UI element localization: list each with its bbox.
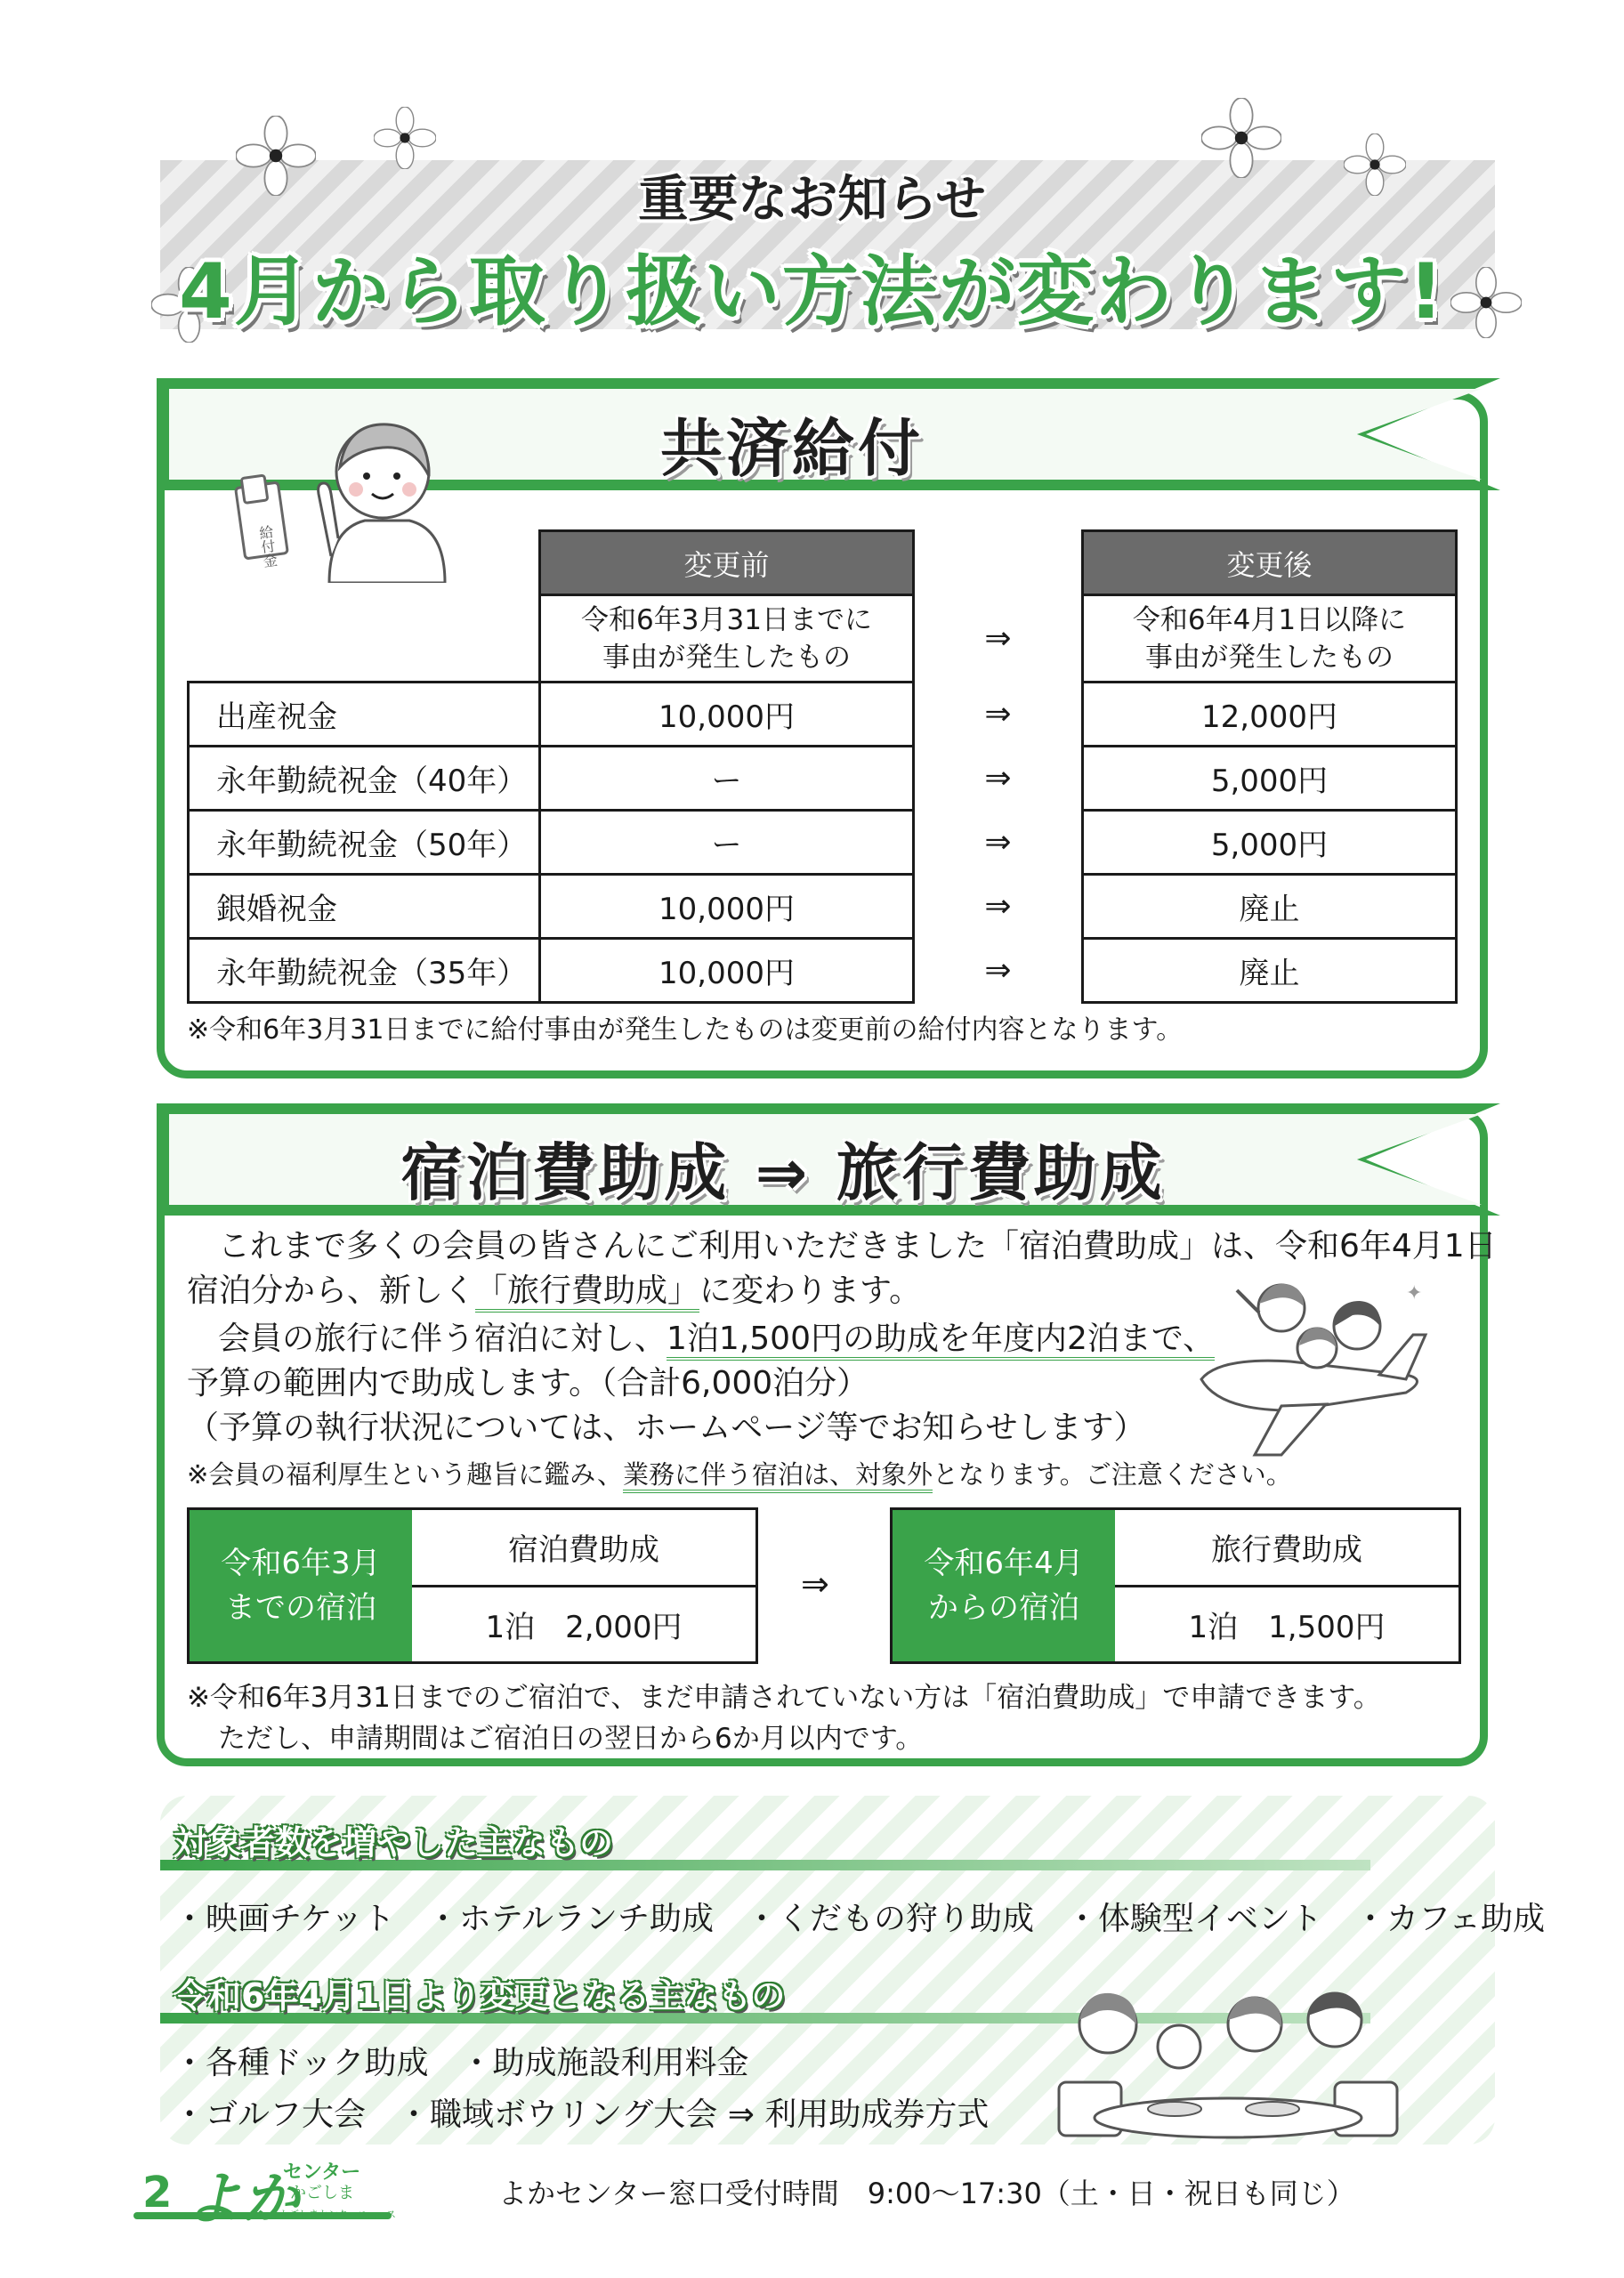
travel-paragraph-1b: 宿泊分から、新しく「旅行費助成」に変わります。 [187, 1269, 921, 1313]
table-row: 永年勤続祝金（40年） ー ⇒ 5,000円 [189, 747, 1457, 811]
travel-paragraph-2b: 予算の範囲内で助成します。（合計6,000泊分） [187, 1365, 869, 1402]
after-description: 令和6年4月1日以降に 事由が発生したもの [1083, 595, 1457, 683]
arrow: ⇒ [984, 620, 1012, 657]
header-title: 4月から取り扱い方法が変わります! [178, 247, 1446, 336]
travel-paragraph-4: ※会員の福利厚生という趣旨に鑑み、業務に伴う宿泊は、対象外となります。ご注意ください。 [187, 1452, 1292, 1497]
family-dining-icon [1050, 1975, 1406, 2140]
after-period: 令和6年4月 からの宿泊 [893, 1510, 1115, 1661]
travel-paragraph-2a: 会員の旅行に伴う宿泊に対し、1泊1,500円の助成を年度内2泊まで、 [218, 1317, 1215, 1361]
kyosai-table [187, 529, 1458, 1004]
travel-note-1: ※令和6年3月31日までのご宿泊で、まだ申請されていない方は「宿泊費助成」で申請できます。 [187, 1682, 1381, 1714]
after-comparison-box [890, 1507, 1461, 1664]
increase-items: ・映画チケット ・ホテルランチ助成 ・くだもの狩り助成 ・体験型イベント ・カフェ助成 [174, 1901, 1546, 1937]
table-row: 永年勤続祝金（50年） ー ⇒ 5,000円 [189, 811, 1457, 875]
before-header: 変更前 [540, 531, 914, 595]
kyosai-note: ※令和6年3月31日までに給付事由が発生したものは変更前の給付内容となります。 [187, 1014, 1184, 1046]
after-plan-name: 旅行費助成 [1211, 1532, 1362, 1569]
logo-tagline: かごしまセンターニュース [279, 2209, 397, 2220]
change-title: 令和6年4月1日より変更となる主なもの [174, 1976, 786, 2015]
logo-bottom-text: かごしま [290, 2184, 354, 2202]
change-line-1: ・各種ドック助成 ・助成施設利用料金 [174, 2045, 749, 2081]
before-plan-name: 宿泊費助成 [508, 1532, 659, 1569]
logo-top-text: センター [283, 2161, 361, 2184]
after-plan-value: 1泊 1,500円 [1115, 1585, 1458, 1662]
before-comparison-box [187, 1507, 758, 1664]
change-line-2: ・ゴルフ大会 ・職域ボウリング大会 ⇒ 利用助成券方式 [174, 2096, 990, 2133]
illustration-label: 給付金 [255, 523, 279, 570]
before-period: 令和6年3月 までの宿泊 [190, 1510, 412, 1661]
comparison-arrow: ⇒ [801, 1564, 829, 1603]
header-subtitle: 重要なお知らせ [638, 171, 986, 229]
travel-title: 宿泊費助成 ⇒ 旅行費助成 [400, 1136, 1166, 1209]
before-plan-value: 1泊 2,000円 [412, 1585, 755, 1662]
table-row: 出産祝金 10,000円 ⇒ 12,000円 [189, 683, 1457, 747]
logo-text: よか [185, 2167, 299, 2233]
family-airplane-icon [1184, 1264, 1433, 1459]
increase-title: 対象者数を増やした主なもの [174, 1823, 614, 1862]
travel-paragraph-3: （予算の執行状況については、ホームページ等でお知らせします） [187, 1410, 1146, 1446]
table-row: 永年勤続祝金（35年） 10,000円 ⇒ 廃止 [189, 939, 1457, 1003]
before-description: 令和6年3月31日までに 事由が発生したもの [540, 595, 914, 683]
svg-text:✦: ✦ [1406, 1282, 1423, 1305]
travel-paragraph-1a: これまで多くの会員の皆さんにご利用いただきました「宿泊費助成」は、令和6年4月1日 [218, 1228, 1497, 1264]
office-hours: よかセンター窓口受付時間 9:00〜17:30（土・日・祝日も同じ） [498, 2177, 1355, 2210]
after-header: 変更後 [1083, 531, 1457, 595]
travel-note-2: ただし、申請期間はご宿泊日の翌日から6か月以内です。 [218, 1723, 924, 1755]
table-row: 銀婚祝金 10,000円 ⇒ 廃止 [189, 875, 1457, 939]
page-number: 2 [142, 2168, 173, 2217]
kyosai-title: 共済給付 [660, 412, 924, 485]
